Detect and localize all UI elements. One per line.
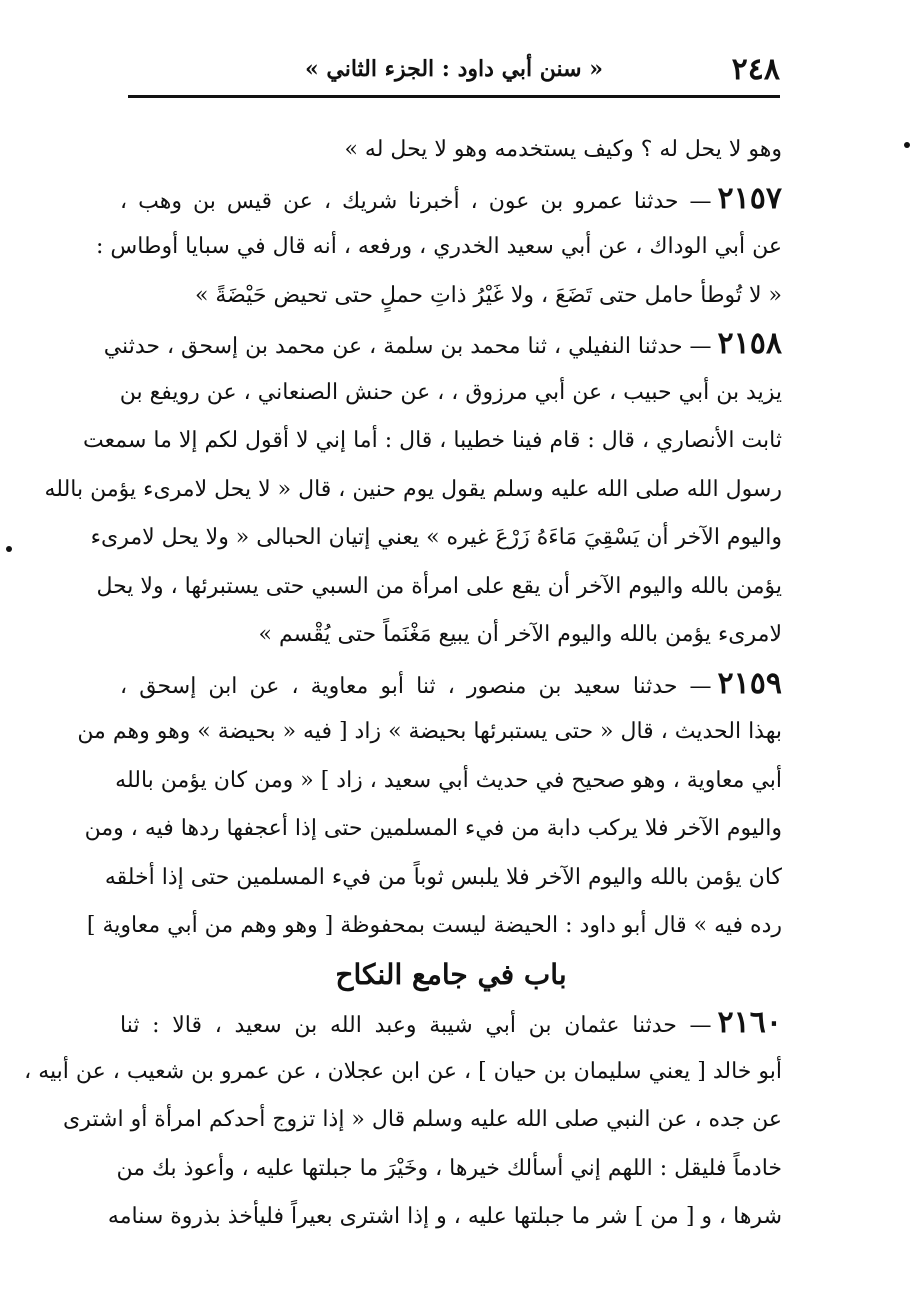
line-text: « لا تُوطأ حامل حتى تَضَعَ ، ولا غَيْرُ ذاتِ حملٍ حتى تحيض حَيْضَةً » [194, 282, 782, 308]
margin-mark [904, 142, 910, 148]
page-number: ٢٤٨ [731, 52, 780, 87]
text-line [95, 223, 782, 272]
page-body [24, 126, 782, 1242]
text-line [63, 1096, 782, 1145]
text-line [120, 999, 782, 1048]
text-line [107, 1193, 782, 1242]
running-title: « سنن أبي داود : الجزء الثاني » [304, 56, 604, 82]
text-line [90, 514, 782, 563]
line-text: وهو لا يحل له ؟ وكيف يستخدمه وهو لا يحل له » [344, 137, 782, 162]
line-text: أبو خالد [ يعني سليمان بن حيان ] ، عن ابن عجلان ، عن عمرو بن شعيب ، عن أبيه ، [24, 1058, 782, 1084]
text-line [24, 1048, 782, 1097]
hadith-number: ٢١٦٠ [717, 1005, 782, 1040]
line-text: بهذا الحديث ، قال « حتى يستبرئها بحيضة » زاد [ فيه « بحيضة » وهو وهم من [77, 719, 782, 744]
text-line [120, 272, 782, 321]
text-line [115, 757, 782, 806]
text-line [77, 708, 782, 757]
line-text: — حدثنا عمرو بن عون ، أخبرنا شريك ، عن قيس بن وهب ، [120, 188, 712, 214]
text-line [84, 805, 782, 854]
page-header [128, 50, 780, 94]
text-line [116, 1145, 782, 1194]
line-text: — حدثنا النفيلي ، ثنا محمد بن سلمة ، عن محمد بن إسحق ، حدثني [103, 334, 712, 359]
text-line [120, 175, 782, 224]
line-text: رده فيه » قال أبو داود : الحيضة ليست بمحفوظة [ وهو وهم من أبي معاوية ] [86, 913, 782, 938]
text-line [44, 466, 782, 515]
line-text: عن أبي الوداك ، عن أبي سعيد الخدري ، ورفعه ، أنه قال في سبايا أوطاس : [95, 234, 782, 259]
line-text: يؤمن بالله واليوم الآخر أن يقع على امرأة من السبي حتى يستبرئها ، ولا يحل [96, 573, 782, 599]
text-line [96, 563, 782, 612]
line-text: عن جده ، عن النبي صلى الله عليه وسلم قال « إذا تزوج أحدكم امرأة أو اشترى [63, 1107, 782, 1132]
line-text: كان يؤمن بالله واليوم الآخر فلا يلبس ثوباً من فيء المسلمين حتى إذا أخلقه [104, 864, 782, 890]
line-text: أبي معاوية ، وهو صحيح في حديث أبي سعيد ، زاد ] « ومن كان يؤمن بالله [115, 767, 782, 793]
text-line [86, 902, 782, 951]
margin-mark [6, 546, 12, 552]
line-text: — حدثنا سعيد بن منصور ، ثنا أبو معاوية ، عن ابن إسحق ، [120, 673, 712, 699]
chapter-heading: باب في جامع النكاح [335, 957, 567, 991]
text-line [120, 126, 782, 175]
line-text: يزيد بن أبي حبيب ، عن أبي مرزوق ، ، عن حنش الصنعاني ، عن رويفع بن [119, 379, 782, 405]
line-text: خادماً فليقل : اللهم إني أسألك خيرها ، وخَيْرَ ما جبلتها عليه ، وأعوذ بك من [116, 1155, 782, 1181]
line-text: لامرىء يؤمن بالله واليوم الآخر أن يبيع مَغْنَماً حتى يُقْسم » [258, 622, 782, 647]
text-line [120, 660, 782, 709]
hadith-number: ٢١٥٧ [717, 180, 782, 216]
text-line [103, 320, 782, 369]
hadith-number: ٢١٥٨ [717, 326, 782, 361]
line-text: — حدثنا عثمان بن أبي شيبة وعبد الله بن سعيد ، قالا : ثنا [120, 1013, 712, 1038]
header-divider [128, 95, 780, 98]
line-text: شرها ، و [ من ] شر ما جبلتها عليه ، و إذا اشترى بعيراً فليأخذ بذروة سنامه [107, 1204, 782, 1229]
line-text: واليوم الآخر أن يَسْقِيَ مَاءَهُ زَرْعَ غيره » يعني إتيان الحبالى « ولا يحل لامرىء [90, 525, 782, 550]
line-text: رسول الله صلى الله عليه وسلم يقول يوم حنين ، قال « لا يحل لامرىء يؤمن بالله [44, 476, 782, 502]
line-text: ثابت الأنصاري ، قال : قام فينا خطيبا ، قال : أما إني لا أقول لكم إلا ما سمعت [83, 428, 782, 453]
text-line [120, 611, 782, 660]
hadith-number: ٢١٥٩ [717, 665, 782, 701]
line-text: واليوم الآخر فلا يركب دابة من فيء المسلمين حتى إذا أعجفها ردها فيه ، ومن [84, 816, 782, 841]
text-line [83, 417, 782, 466]
text-line [120, 369, 782, 418]
text-line [104, 854, 782, 903]
